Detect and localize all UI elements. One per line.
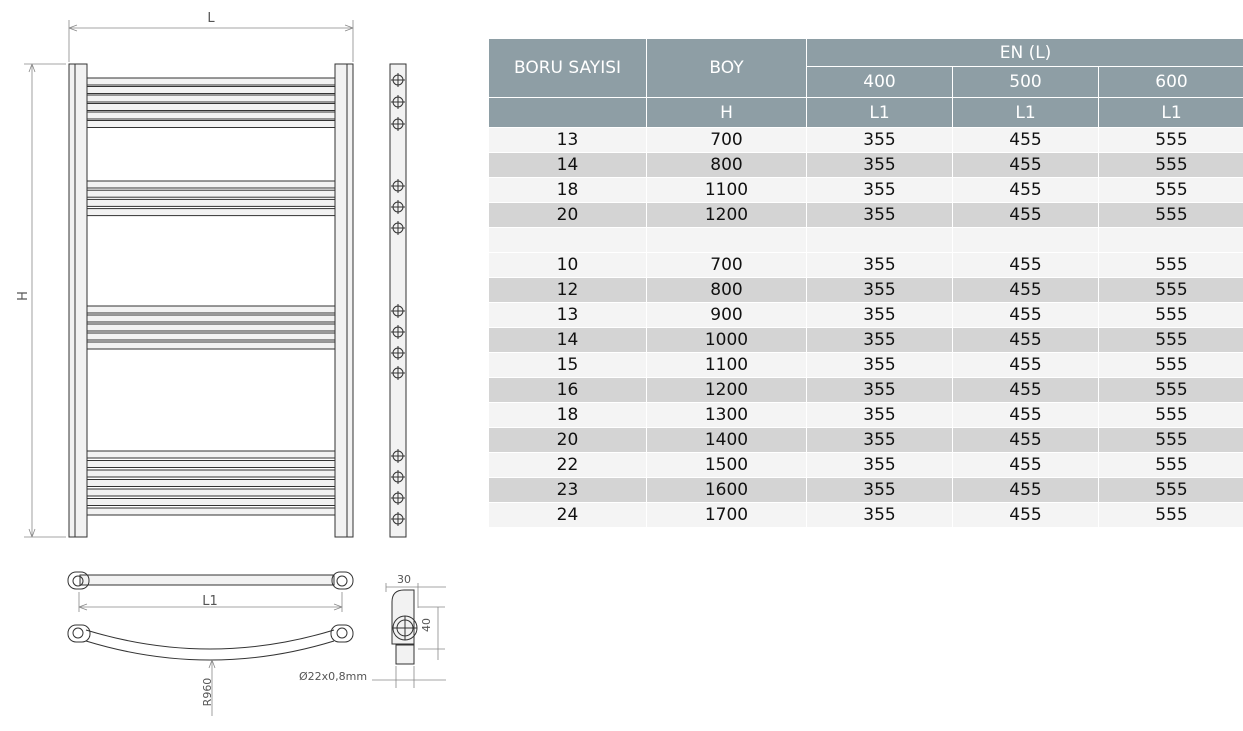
table-cell: 355	[807, 478, 952, 503]
table-cell: 455	[953, 428, 1098, 453]
table-row	[489, 428, 1243, 453]
radiator-technical-drawing	[0, 0, 480, 731]
table-cell: 1600	[647, 478, 806, 503]
header-width-600: 600	[1099, 67, 1243, 98]
table-cell: 555	[1099, 178, 1243, 203]
table-cell: 555	[1099, 378, 1243, 403]
tube-bar	[87, 499, 335, 506]
table-cell: 700	[647, 128, 806, 153]
table-cell: 16	[489, 378, 646, 403]
dimension-label-h: H	[16, 291, 31, 301]
table-row	[489, 128, 1243, 153]
table-cell: 455	[953, 128, 1098, 153]
table-row	[489, 253, 1243, 278]
table-cell-empty	[807, 228, 952, 253]
table-cell: 355	[807, 203, 952, 228]
table-cell: 1400	[647, 428, 806, 453]
table-cell: 355	[807, 503, 952, 528]
table-cell: 355	[807, 353, 952, 378]
table-cell: 355	[807, 278, 952, 303]
right-rail	[335, 64, 353, 537]
tube-bar	[87, 470, 335, 477]
tube-bar	[87, 508, 335, 515]
table-cell: 555	[1099, 128, 1243, 153]
tube-bar	[87, 324, 335, 331]
tube-bar	[87, 190, 335, 197]
table-cell: 555	[1099, 203, 1243, 228]
table-cell: 355	[807, 303, 952, 328]
tube-bar	[87, 78, 335, 85]
table-cell-empty	[953, 228, 1098, 253]
table-cell: 555	[1099, 403, 1243, 428]
table-cell: 355	[807, 403, 952, 428]
table-cell: 355	[807, 253, 952, 278]
table-row	[489, 403, 1243, 428]
tube-bar	[87, 489, 335, 496]
tube-bar	[87, 342, 335, 349]
table-cell: 455	[953, 353, 1098, 378]
table-cell: 455	[953, 178, 1098, 203]
table-cell: 455	[953, 453, 1098, 478]
table-cell: 1300	[647, 403, 806, 428]
table-cell: 355	[807, 378, 952, 403]
table-cell: 355	[807, 328, 952, 353]
table-cell: 455	[953, 503, 1098, 528]
table-cell: 24	[489, 503, 646, 528]
tube-bar	[87, 181, 335, 188]
table-cell: 800	[647, 278, 806, 303]
tube-bar	[87, 451, 335, 458]
table-cell: 355	[807, 128, 952, 153]
table-row	[489, 328, 1243, 353]
table-cell: 355	[807, 178, 952, 203]
tube-bar	[87, 315, 335, 322]
table-cell: 15	[489, 353, 646, 378]
table-cell: 14	[489, 153, 646, 178]
table-cell: 23	[489, 478, 646, 503]
header-boru-sayisi: BORU SAYISI	[489, 39, 646, 98]
tube-bar	[87, 121, 335, 128]
table-cell: 20	[489, 428, 646, 453]
header-en: EN (L)	[807, 39, 1243, 67]
table-row	[489, 378, 1243, 403]
left-rail	[69, 64, 87, 537]
table-row	[489, 453, 1243, 478]
tube-bar	[87, 199, 335, 206]
dimension-label-pipe: Ø22x0,8mm	[298, 670, 368, 683]
dimension-label-l1: L1	[202, 594, 218, 609]
table-cell: 455	[953, 203, 1098, 228]
table-cell: 22	[489, 453, 646, 478]
header-l1: L1	[953, 98, 1098, 128]
table-cell: 18	[489, 403, 646, 428]
table-row	[489, 153, 1243, 178]
table-cell: 455	[953, 328, 1098, 353]
table-row	[489, 203, 1243, 228]
table-cell: 1000	[647, 328, 806, 353]
tube-bar	[87, 87, 335, 94]
header-width-400: 400	[807, 67, 952, 98]
table-cell: 900	[647, 303, 806, 328]
dimension-label-40: 40	[420, 618, 433, 632]
table-cell: 555	[1099, 328, 1243, 353]
dimension-label-radius: R960	[201, 677, 214, 707]
side-view	[390, 64, 406, 537]
table-cell: 1500	[647, 453, 806, 478]
header-h: H	[647, 98, 806, 128]
header-boy: BOY	[647, 39, 806, 98]
tube-bar	[87, 480, 335, 487]
tube-bar	[87, 461, 335, 468]
section-detail	[299, 573, 446, 688]
table-row	[489, 178, 1243, 203]
table-row	[489, 503, 1243, 528]
table-cell: 555	[1099, 478, 1243, 503]
table-cell: 10	[489, 253, 646, 278]
table-body	[489, 128, 1243, 528]
header-l1: L1	[1099, 98, 1243, 128]
table-cell: 355	[807, 153, 952, 178]
table-cell: 555	[1099, 253, 1243, 278]
table-cell: 555	[1099, 428, 1243, 453]
table-cell: 555	[1099, 453, 1243, 478]
table-cell: 555	[1099, 503, 1243, 528]
table-cell: 1100	[647, 353, 806, 378]
dimension-label-30: 30	[397, 573, 411, 586]
table-cell: 455	[953, 478, 1098, 503]
front-view	[16, 11, 353, 537]
table-cell-empty	[647, 228, 806, 253]
table-cell: 1700	[647, 503, 806, 528]
tube-bar	[87, 333, 335, 340]
table-cell: 355	[807, 428, 952, 453]
table-cell: 1100	[647, 178, 806, 203]
tube-bar	[87, 104, 335, 111]
table-cell-empty	[489, 228, 646, 253]
table-cell: 455	[953, 403, 1098, 428]
table-row	[489, 303, 1243, 328]
table-cell: 555	[1099, 353, 1243, 378]
table-cell: 555	[1099, 278, 1243, 303]
table-cell: 20	[489, 203, 646, 228]
table-cell-empty	[1099, 228, 1243, 253]
tube-bars	[87, 78, 335, 515]
table-row-separator	[489, 228, 1243, 253]
table-cell: 12	[489, 278, 646, 303]
table-cell: 13	[489, 303, 646, 328]
table-cell: 13	[489, 128, 646, 153]
table-cell: 1200	[647, 378, 806, 403]
tube-bar	[87, 95, 335, 102]
table-cell: 455	[953, 253, 1098, 278]
table-cell: 455	[953, 303, 1098, 328]
table-cell: 700	[647, 253, 806, 278]
table-cell: 555	[1099, 153, 1243, 178]
table-cell: 355	[807, 453, 952, 478]
table-cell: 14	[489, 328, 646, 353]
tube-bar	[87, 112, 335, 119]
table-cell: 455	[953, 153, 1098, 178]
dimension-label-l: L	[207, 11, 215, 26]
header-blank	[489, 98, 646, 128]
table-cell: 555	[1099, 303, 1243, 328]
header-l1: L1	[807, 98, 952, 128]
spec-table	[488, 39, 1243, 528]
table-row	[489, 353, 1243, 378]
table-row	[489, 278, 1243, 303]
table-cell: 800	[647, 153, 806, 178]
table-cell: 455	[953, 278, 1098, 303]
table-cell: 1200	[647, 203, 806, 228]
table-cell: 455	[953, 378, 1098, 403]
table-row	[489, 478, 1243, 503]
header-width-500: 500	[953, 67, 1098, 98]
tube-bar	[87, 209, 335, 216]
top-view-straight	[68, 572, 353, 612]
table-cell: 18	[489, 178, 646, 203]
tube-bar	[87, 306, 335, 313]
